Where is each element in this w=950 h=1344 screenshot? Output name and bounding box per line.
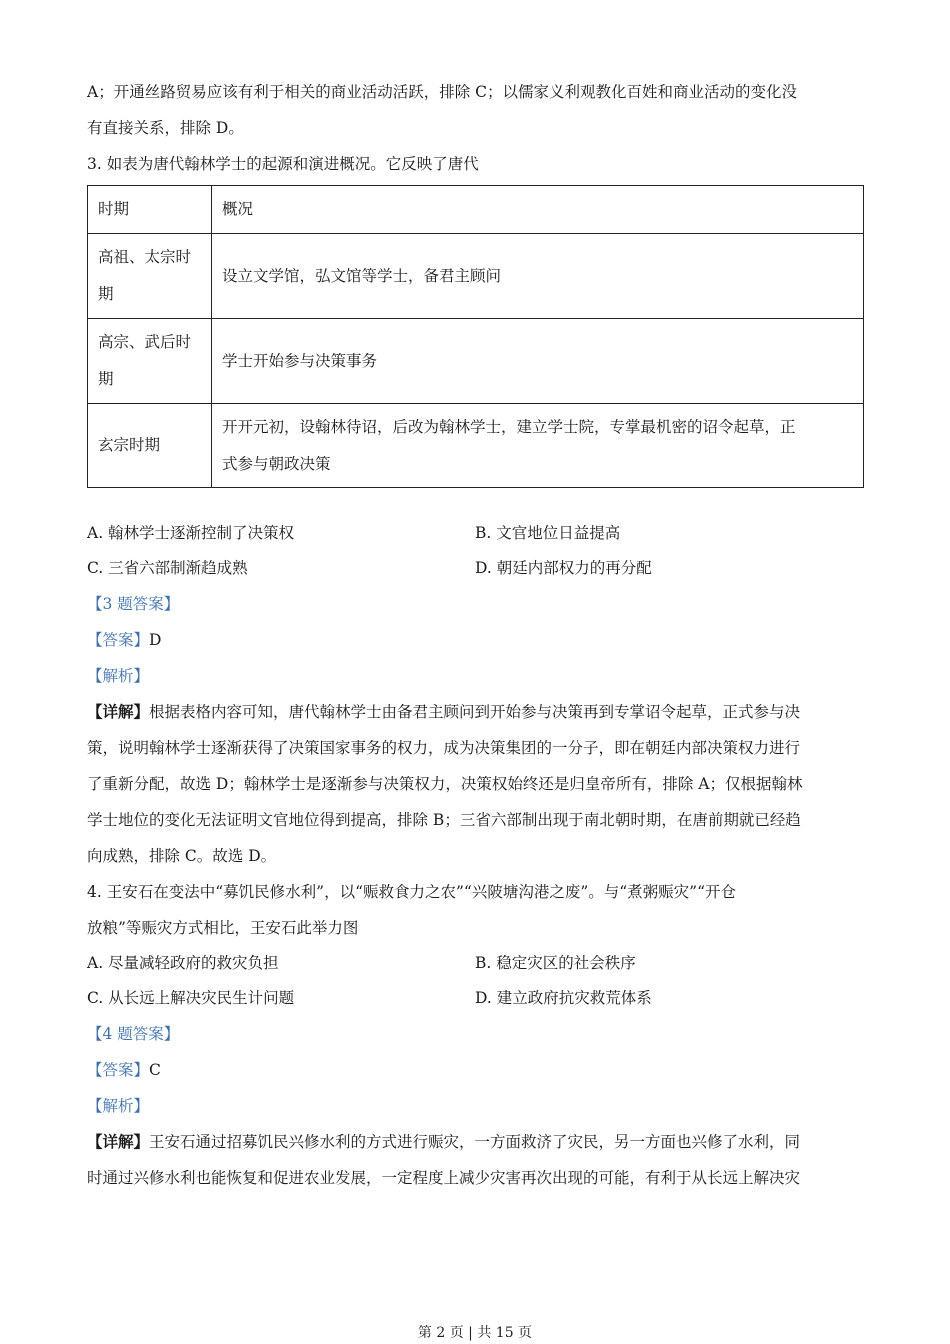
- desc-text: 式参与朝政决策: [222, 454, 331, 473]
- period-text: 高宗、武后时: [98, 333, 192, 351]
- table-row: [88, 404, 864, 488]
- overview-table: [87, 185, 864, 488]
- detail-line: 时通过兴修水利也能恢复和促进农业发展，一定程度上减少灾害再次出现的可能，有利于从长远上解决灾: [87, 1169, 801, 1187]
- option-c: C. 三省六部制渐趋成熟: [87, 559, 248, 577]
- detail-tag: 【详解】: [87, 1132, 150, 1151]
- answer-tag: 【答案】: [87, 631, 150, 649]
- detail-line: 策，说明翰林学士逐渐获得了决策国家事务的权力，成为决策集团的一分子，即在朝廷内部决策权力进行: [87, 739, 801, 757]
- option-b: B. 稳定灾区的社会秩序: [475, 954, 636, 972]
- table-cell-desc: 设立文学馆，弘文馆等学士，备君主顾问: [212, 234, 864, 319]
- answer-value: D: [149, 631, 162, 649]
- period-text: 期: [98, 285, 114, 303]
- detail-text: 根据表格内容可知，唐代翰林学士由备君主顾问到开始参与决策再到专掌诏令起草，正式参与决: [149, 703, 801, 721]
- option-a: A. 尽量减轻政府的救灾负担: [87, 954, 279, 972]
- question-3-options: [87, 516, 864, 586]
- page-footer: 第 2 页 | 共 15 页: [417, 1325, 533, 1341]
- option-c: C. 从长远上解决灾民生计问题: [87, 989, 295, 1007]
- option-d: D. 建立政府抗灾救荒体系: [475, 989, 652, 1007]
- table-header-cell: 概况: [212, 186, 864, 234]
- question-3-stem: 3. 如表为唐代翰林学士的起源和演进概况。它反映了唐代: [87, 155, 479, 173]
- period-text: 期: [98, 370, 114, 388]
- desc-text: 开开元初，设翰林待诏，后改为翰林学士，建立学士院，专掌最机密的诏令起草，正: [222, 417, 796, 436]
- table-header-row: [88, 186, 864, 234]
- table-cell-desc: [212, 404, 864, 488]
- period-text: 高祖、太宗时: [98, 248, 192, 266]
- table-header-cell: 时期: [88, 186, 212, 234]
- analysis-heading: 【解析】: [87, 1097, 150, 1115]
- detail-text: 王安石通过招募饥民兴修水利的方式进行赈灾，一方面救济了灾民，另一方面也兴修了水利，同: [149, 1133, 801, 1151]
- answer-heading: 【3 题答案】: [87, 595, 180, 613]
- table-cell-period: [88, 319, 212, 404]
- table-row: [88, 234, 864, 319]
- answer-line: [87, 622, 864, 658]
- question-4-stem: 4. 王安石在变法中“募饥民修水利”，以“赈救食力之农”“兴陂塘沟港之废”。与“煮粥赈灾”“开仓: [87, 883, 737, 901]
- option-b: B. 文官地位日益提高: [475, 524, 621, 542]
- detail-line: 了重新分配，故选 D；翰林学士是逐渐参与决策权力，决策权始终还是归皇帝所有，排除 A；仅根据翰林: [87, 775, 803, 793]
- option-d: D. 朝廷内部权力的再分配: [475, 559, 652, 577]
- text-line: 有直接关系，排除 D。: [87, 119, 244, 137]
- analysis-heading: 【解析】: [87, 667, 150, 685]
- table-cell-period: 玄宗时期: [88, 404, 212, 488]
- answer-tag: 【答案】: [87, 1061, 150, 1079]
- detail-tag: 【详解】: [87, 702, 150, 721]
- document-page: [87, 74, 864, 1196]
- option-a: A. 翰林学士逐渐控制了决策权: [87, 524, 295, 542]
- table-cell-desc: 学士开始参与决策事务: [212, 319, 864, 404]
- detail-line: 学士地位的变化无法证明文官地位得到提高，排除 B；三省六部制出现于南北朝时期，在唐前期就已经趋: [87, 811, 801, 829]
- detail-line: 向成熟，排除 C。故选 D。: [87, 847, 277, 865]
- table-cell-period: [88, 234, 212, 319]
- table-row: [88, 319, 864, 404]
- question-4-options: [87, 946, 864, 1016]
- answer-value: C: [149, 1061, 161, 1079]
- answer-heading: 【4 题答案】: [87, 1025, 180, 1043]
- answer-line: [87, 1052, 864, 1088]
- detail-line: [87, 1124, 864, 1160]
- text-line: A；开通丝路贸易应该有利于相关的商业活动活跃，排除 C；以儒家义利观教化百姓和商业活动的变化没: [87, 83, 797, 101]
- question-4-stem: 放粮”等赈灾方式相比，王安石此举力图: [87, 919, 359, 937]
- detail-line: [87, 694, 864, 730]
